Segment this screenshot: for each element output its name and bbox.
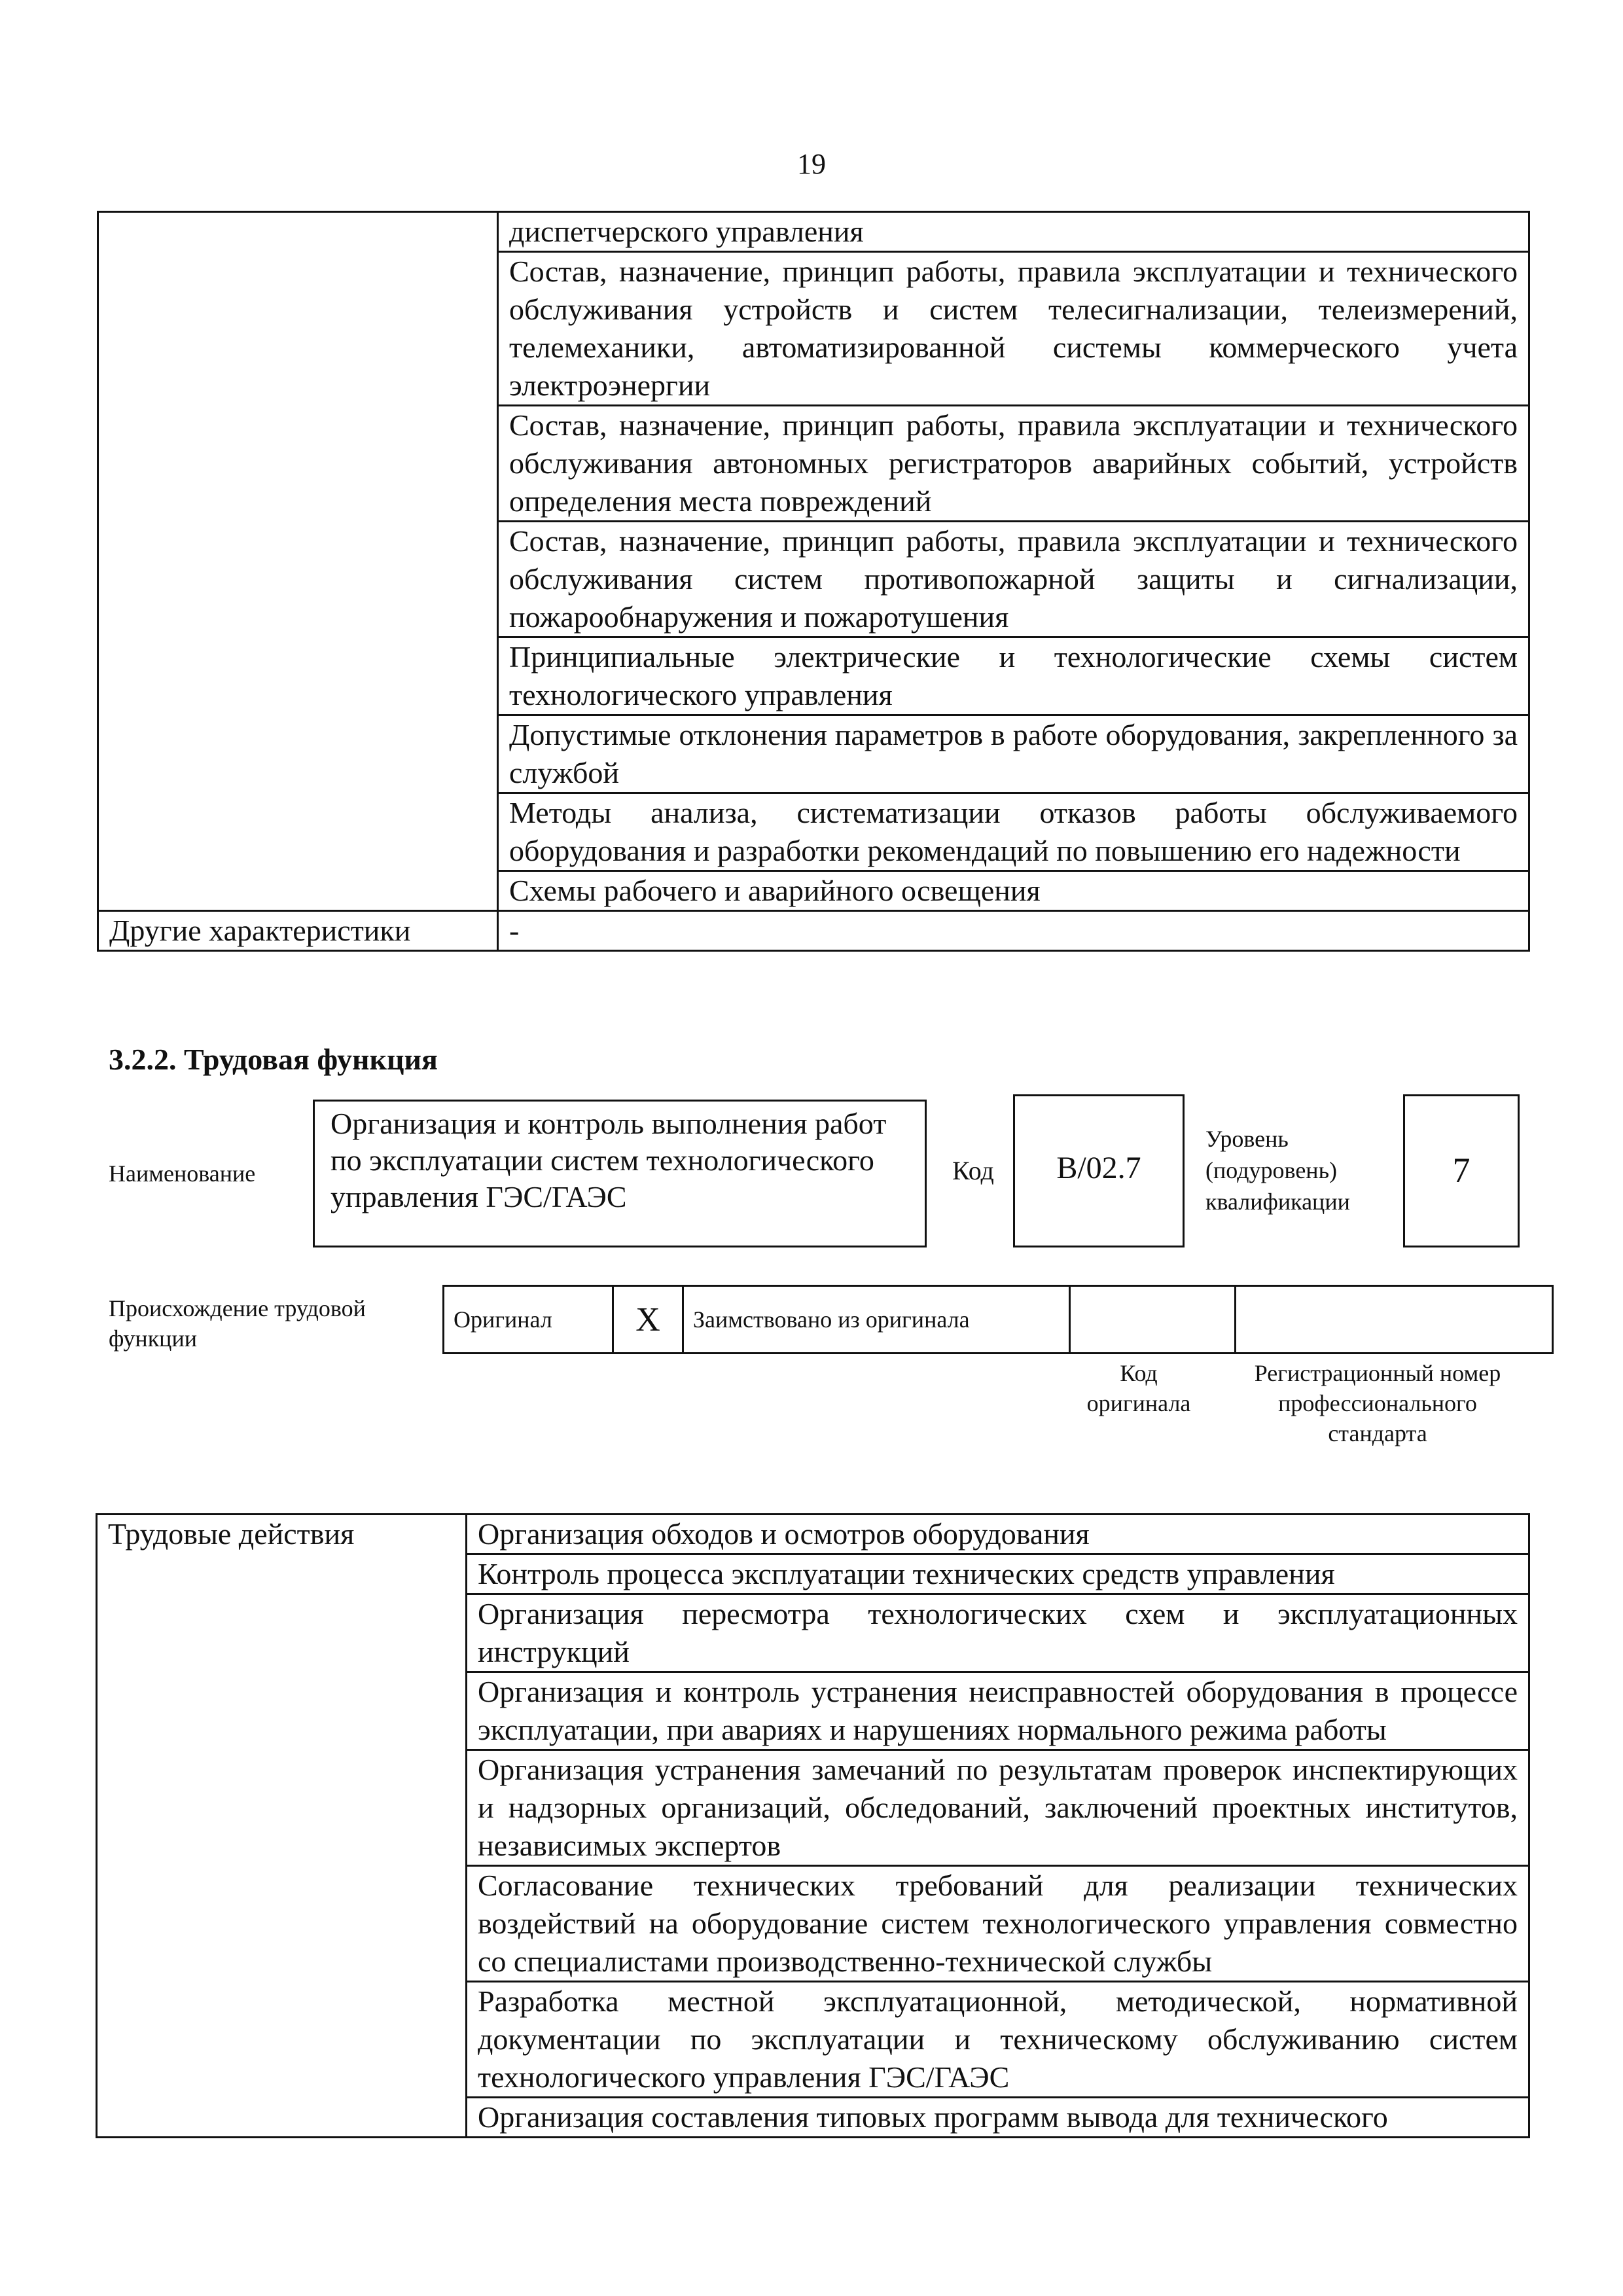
empty-label-cell [98,212,498,911]
original-mark: X [613,1286,683,1354]
qualification-level-label: Уровень (подуровень) квалификации [1205,1126,1350,1215]
page-number: 19 [797,148,826,180]
other-characteristics-label: Другие характеристики [98,911,498,951]
knowledge-item: Состав, назначение, принцип работы, правила эксплуатации и технического обслуживания устройств и систем телесигнализации, телеизмерений, телемеханики, автоматизированной системы коммерческого учета электроэнергии [498,252,1529,406]
section-heading: 3.2.2. Трудовая функция [109,1043,438,1076]
code-original-caption: Код оригинала [1086,1360,1191,1416]
origin-table [442,1285,1554,1354]
function-code: B/02.7 [1013,1094,1185,1247]
action-item: Организация и контроль устранения неисправностей оборудования в процессе эксплуатации, при авариях и нарушениях нормального режима работы [467,1672,1529,1750]
action-item: Контроль процесса эксплуатации технических средств управления [467,1554,1529,1594]
original-label: Оригинал [444,1286,613,1354]
reg-number-cell [1236,1286,1553,1354]
table-row [98,911,1529,951]
qualification-level-value: 7 [1403,1094,1520,1247]
table-row [444,1286,1553,1354]
action-item: Разработка местной эксплуатационной, методической, нормативной документации по эксплуатации и техническому обслуживанию систем технологического управления ГЭС/ГАЭС [467,1982,1529,2098]
action-item: Организация пересмотра технологических схем и эксплуатационных инструкций [467,1594,1529,1672]
knowledge-item: Допустимые отклонения параметров в работе оборудования, закрепленного за службой [498,715,1529,793]
table-row [98,212,1529,252]
function-name: Организация и контроль выполнения работ по эксплуатации систем технологического управления ГЭС/ГАЭС [313,1100,927,1247]
action-item: Организация составления типовых программ вывода для технического [467,2098,1529,2138]
action-item: Организация обходов и осмотров оборудования [467,1515,1529,1554]
borrowed-label: Заимствовано из оригинала [683,1286,1070,1354]
knowledge-item: Схемы рабочего и аварийного освещения [498,871,1529,911]
actions-table [96,1513,1530,2138]
action-item: Организация устранения замечаний по результатам проверок инспектирующих и надзорных организаций, обследований, заключений проектных институтов, независимых экспертов [467,1750,1529,1866]
knowledge-item: Состав, назначение, принцип работы, правила эксплуатации и технического обслуживания систем противопожарной защиты и сигнализации, пожарообнаружения и пожаротушения [498,522,1529,637]
name-label: Наименование [109,1160,256,1187]
code-label: Код [952,1156,994,1185]
knowledge-item: Принципиальные электрические и технологические схемы систем технологического управления [498,637,1529,715]
knowledge-item: Методы анализа, систематизации отказов работы обслуживаемого оборудования и разработки рекомендаций по повышению его надежности [498,793,1529,871]
other-characteristics-value: - [498,911,1529,951]
table-row [97,1515,1529,1554]
actions-label: Трудовые действия [97,1515,467,2138]
knowledge-table [97,211,1530,952]
action-item: Согласование технических требований для реализации технических воздействий на оборудование систем технологического управления совместно со специалистами производственно-технической службы [467,1866,1529,1982]
knowledge-item: диспетчерского управления [498,212,1529,252]
knowledge-item: Состав, назначение, принцип работы, правила эксплуатации и технического обслуживания автономных регистраторов аварийных событий, устройств определения места повреждений [498,406,1529,522]
origin-label: Происхождение трудовой функции [109,1295,366,1352]
code-original-cell [1070,1286,1236,1354]
reg-number-caption: Регистрационный номер профессионального стандарта [1254,1360,1501,1446]
